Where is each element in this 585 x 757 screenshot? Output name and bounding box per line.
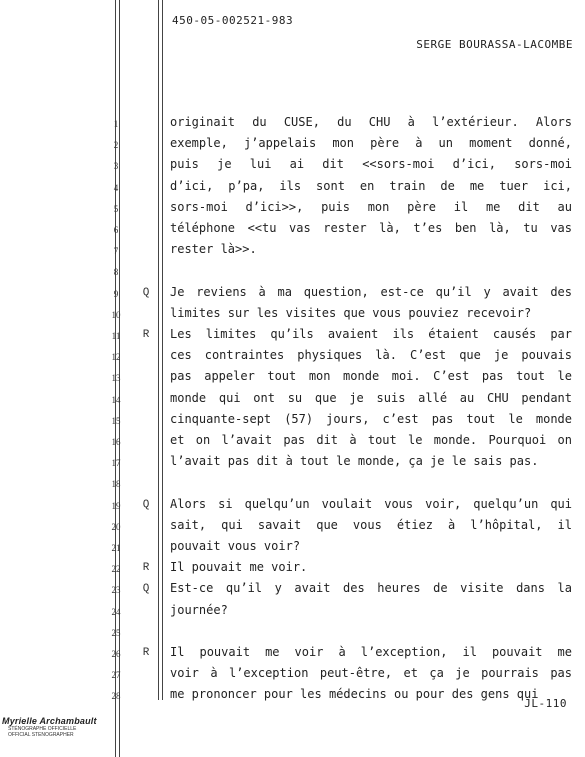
speaker-marker: R: [142, 562, 150, 575]
line-number: 20: [111, 521, 121, 532]
line-number: 4: [113, 182, 119, 193]
line-number: 17: [111, 458, 121, 469]
transcript-line: Alors si quelqu’un voulait vous voir, quelqu’un qui: [170, 496, 572, 511]
transcript-line: et on l’avait pas dit à tout le monde. Pourquoi on: [170, 433, 572, 447]
file-number: 450-05-002521-983: [172, 14, 294, 27]
speaker-marker: R: [142, 647, 150, 659]
transcript-line: journée?: [170, 602, 228, 617]
transcript-line: me prononcer pour les médecins ou pour des gens qui: [170, 687, 539, 702]
transcript-line: limites sur les visites que vous pouviez recevoir?: [170, 305, 532, 320]
transcript-line: Les limites qu’ils avaient ils étaient causés par: [170, 327, 572, 341]
line-number: 12: [111, 352, 121, 363]
transcript-line: l’avait pas dit à tout le monde, ça je le sais pas.: [170, 454, 539, 469]
line-number: 23: [111, 585, 121, 596]
transcript-line: Il pouvait me voir à l’exception, il pouvait me: [170, 645, 572, 659]
speaker-marker: R: [142, 329, 150, 341]
line-number: 5: [113, 203, 119, 214]
line-number: 7: [113, 246, 119, 257]
line-number: 16: [111, 437, 121, 447]
witness-name: SERGE BOURASSA-LACOMBE: [416, 38, 573, 51]
speaker-marker: Q: [142, 498, 150, 511]
transcript-line: Est-ce qu’il y avait des heures de visite dans la: [170, 581, 572, 596]
line-number: 21: [111, 543, 121, 553]
stenographer-logo: [2, 716, 102, 738]
stenographer-title-fr: STÉNOGRAPHE OFFICIELLE: [8, 726, 77, 732]
line-number: 2: [113, 140, 119, 151]
line-number: 24: [111, 606, 121, 617]
line-number: 25: [111, 627, 121, 638]
line-number: 10: [111, 309, 121, 320]
transcript-line: sait, qui savait que vous étiez à l’hôpital, il: [170, 517, 572, 532]
stenographer-name: Myrielle Archambault: [2, 716, 97, 726]
transcript-line: sors-moi d’ici>>, puis mon père il me dit au: [170, 199, 572, 214]
line-number: 8: [113, 267, 119, 278]
line-number: 22: [111, 564, 121, 575]
speaker-column-rule-2: [162, 0, 163, 700]
line-number: 3: [113, 161, 119, 172]
transcript-line: pouvait vous voir?: [170, 539, 301, 553]
transcript-line: Je reviens à ma question, est-ce qu’il y avait des: [170, 284, 572, 299]
line-number: 1: [113, 119, 119, 129]
transcript-line: ces contraintes physiques là. C’est que je pouvais: [170, 348, 572, 363]
line-number: 13: [111, 373, 121, 384]
stenographer-title-en: OFFICIAL STENOGRAPHER: [8, 732, 74, 738]
transcript-line: originait du CUSE, du CHU à l’extérieur. Alors: [170, 115, 572, 129]
transcript-line: téléphone <<tu vas rester là, t’es ben là, tu vas: [170, 221, 572, 235]
line-number: 27: [111, 670, 121, 681]
line-number: 11: [111, 331, 121, 341]
line-number: 19: [111, 500, 121, 511]
transcript-line: monde qui ont su que je suis allé au CHU pendant: [170, 390, 572, 405]
transcript-line: puis je lui ai dit <<sors-moi d’ici, sors-moi: [170, 157, 572, 172]
page-code: JL-110: [524, 697, 567, 710]
line-number: 15: [111, 415, 121, 426]
transcript-line: Il pouvait me voir.: [170, 560, 308, 575]
transcript-line: voir à l’exception peut-être, et ça je pourrais pas: [170, 666, 572, 681]
transcript-line: cinquante-sept (57) jours, c’est pas tout le monde: [170, 411, 572, 426]
line-number: 18: [111, 479, 121, 490]
transcript-line: exemple, j’appelais mon père à un moment donné,: [170, 136, 572, 151]
transcript-line: pas appeler tout mon monde moi. C’est pas tout le: [170, 369, 572, 384]
line-number: 28: [111, 691, 121, 702]
transcript-line: d’ici, p’pa, ils sont en train de me tuer ici,: [170, 178, 572, 193]
speaker-marker: Q: [142, 286, 150, 299]
line-number: 26: [111, 649, 121, 659]
line-number: 9: [113, 288, 119, 299]
line-number: 14: [111, 394, 121, 405]
transcript-line: rester là>>.: [170, 242, 257, 257]
speaker-marker: Q: [142, 583, 150, 596]
line-number: 6: [113, 225, 119, 235]
speaker-column-rule-1: [158, 0, 159, 700]
